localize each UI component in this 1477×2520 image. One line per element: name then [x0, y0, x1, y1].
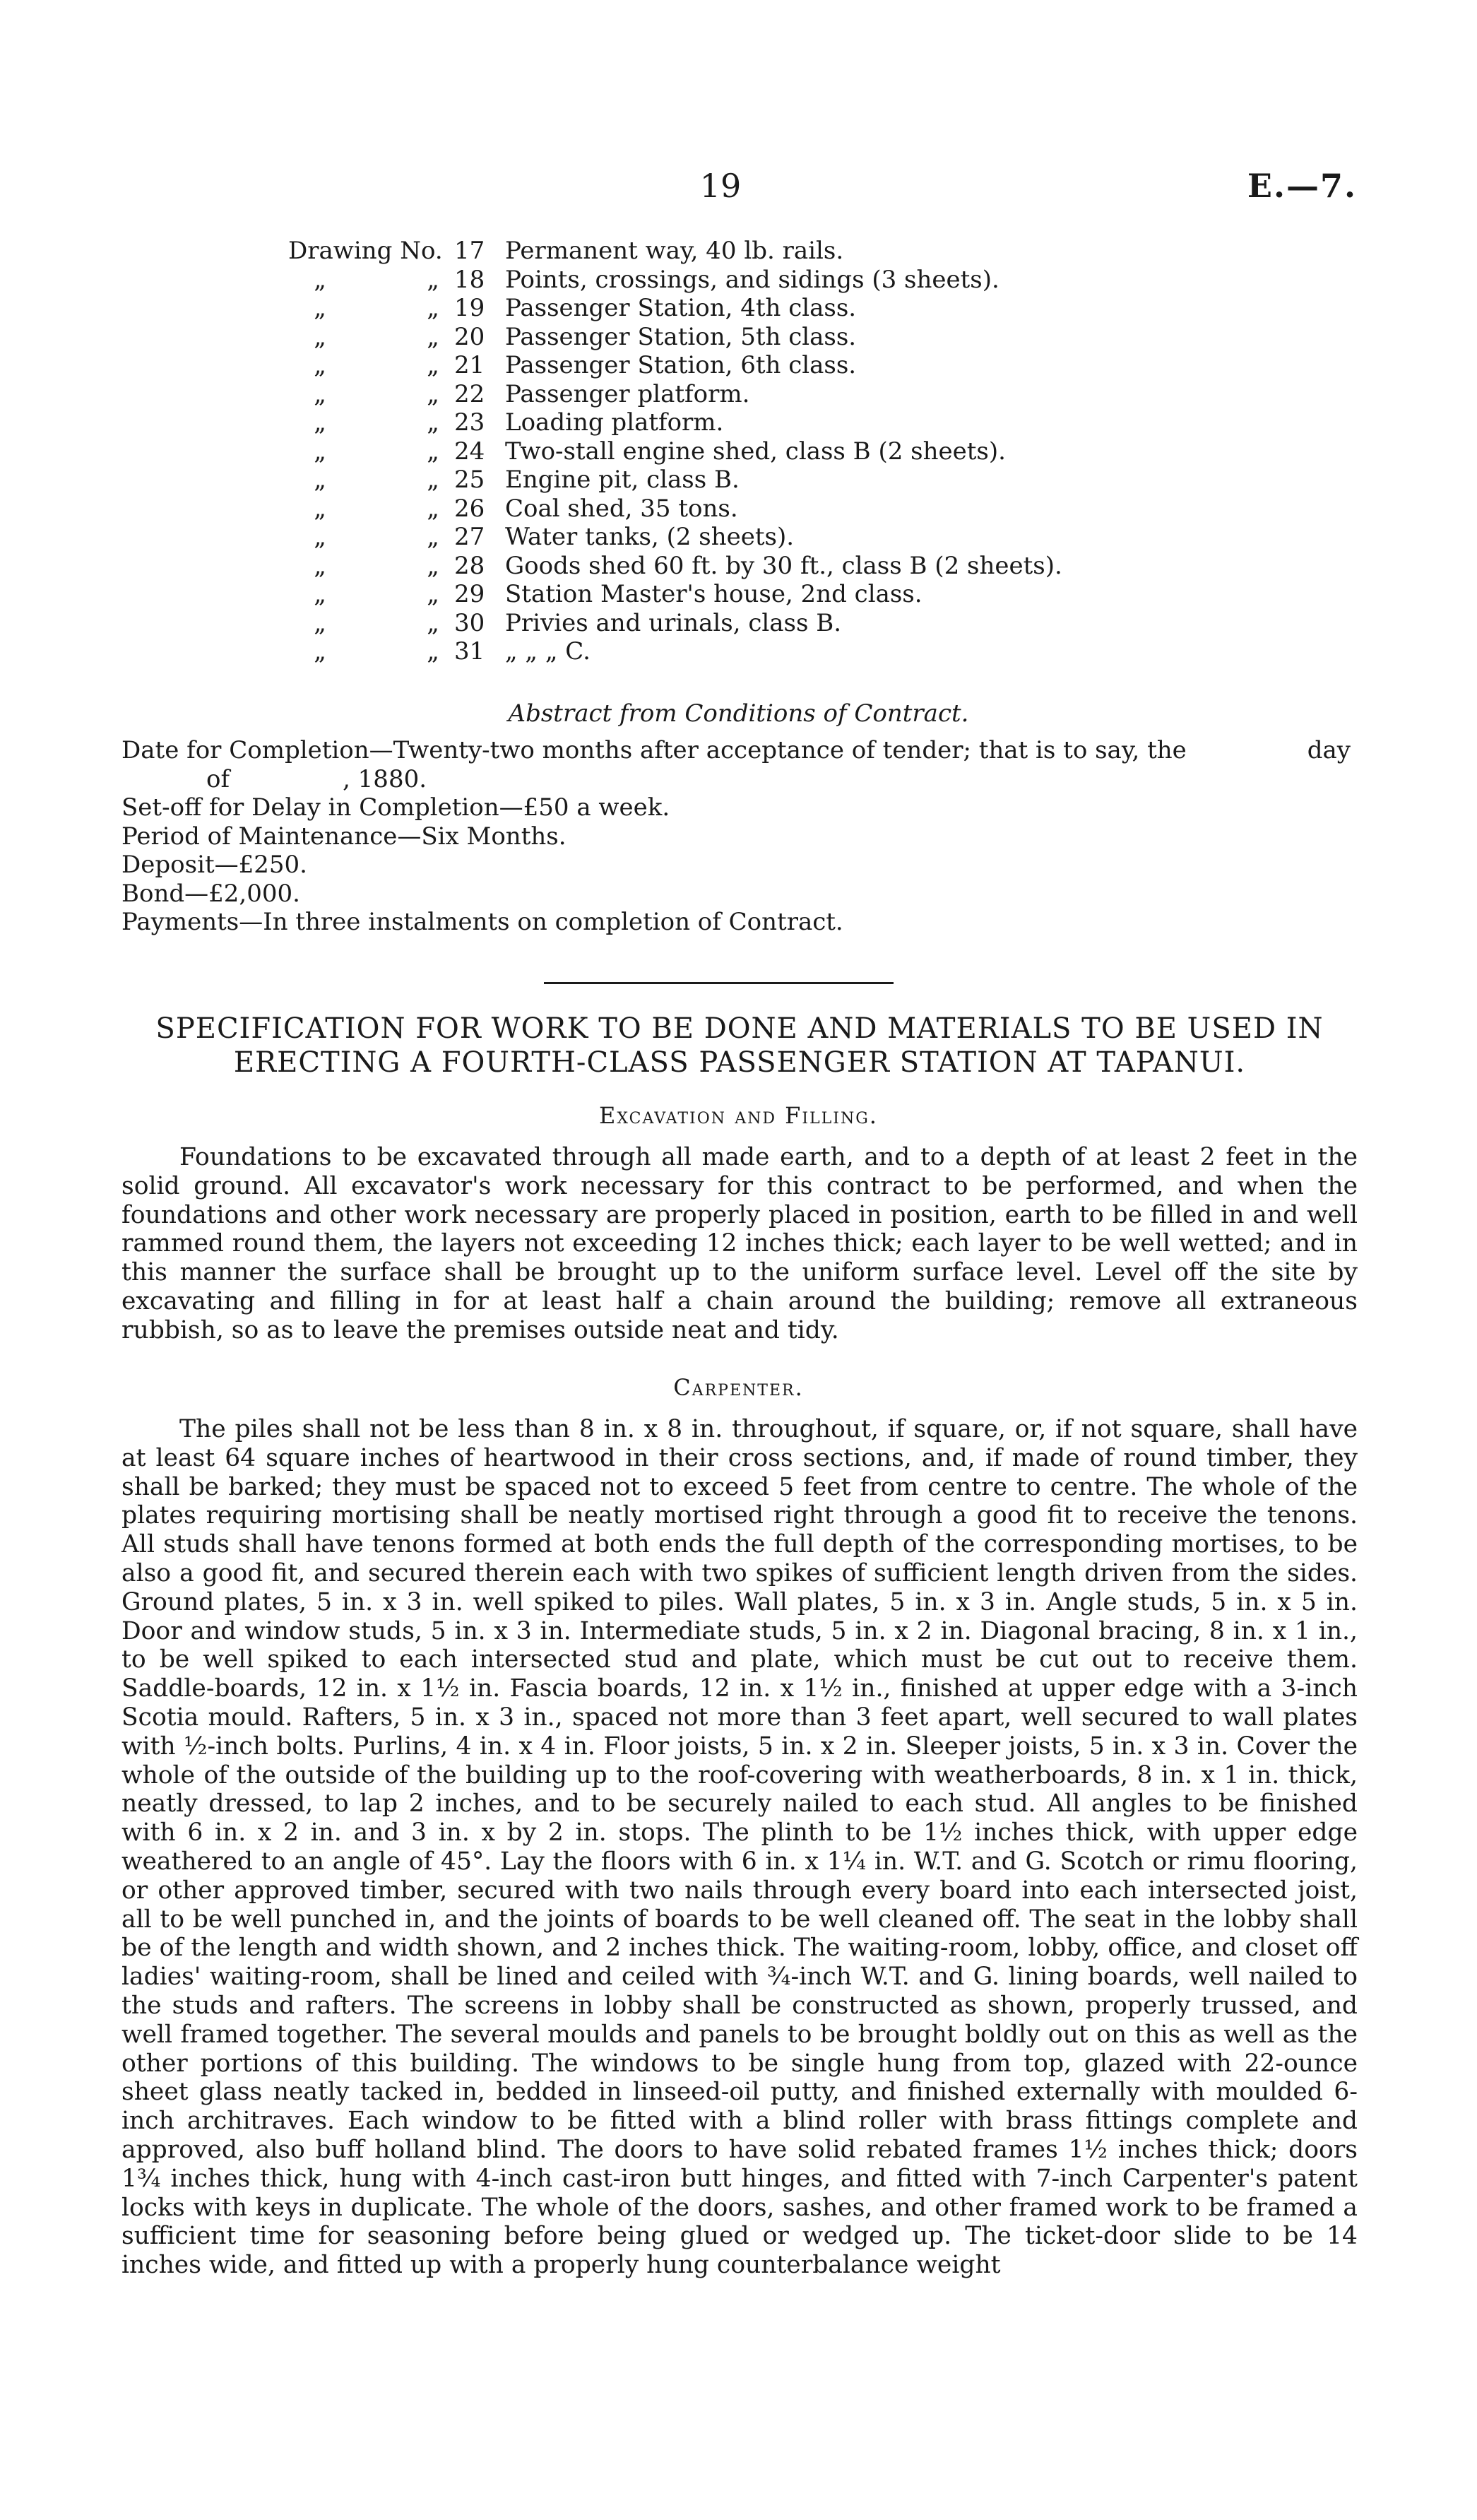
setoff-clause: Set-off for Delay in Completion—£50 a week.	[121, 793, 670, 822]
drawing-row	[288, 580, 1206, 609]
drawing-description: „ „ „ C.	[505, 637, 591, 666]
drawing-number: 19	[454, 294, 485, 322]
drawing-row	[288, 466, 1206, 495]
drawing-row	[288, 351, 1206, 380]
ditto-mark: „	[314, 551, 326, 580]
abstract-title: Abstract from Conditions of Contract.	[508, 699, 969, 728]
drawing-description: Points, crossings, and sidings (3 sheets).	[505, 265, 1000, 294]
drawings-list	[288, 237, 1206, 666]
drawing-number: 21	[454, 351, 485, 379]
drawing-description: Passenger Station, 6th class.	[505, 351, 857, 379]
drawing-row	[288, 437, 1206, 466]
maintenance-clause: Period of Maintenance—Six Months.	[121, 822, 567, 851]
drawing-number: 24	[454, 437, 485, 466]
drawing-description: Passenger Station, 5th class.	[505, 322, 857, 351]
ditto-mark: „	[427, 580, 439, 608]
drawing-row	[288, 637, 1206, 666]
drawing-description: Passenger platform.	[505, 379, 750, 408]
drawing-description: Privies and urinals, class B.	[505, 608, 842, 637]
ditto-mark: „	[427, 294, 439, 322]
document-reference: E.—7.	[1247, 167, 1357, 205]
ditto-mark: „	[427, 437, 439, 466]
drawing-description: Permanent way, 40 lb. rails.	[505, 237, 844, 265]
drawing-description: Loading platform.	[505, 408, 724, 437]
specification-title-line-2: ERECTING A FOURTH-CLASS PASSENGER STATION AT TAPANUI.	[233, 1046, 1246, 1079]
drawing-description: Engine pit, class B.	[505, 466, 740, 494]
page-number: 19	[699, 167, 742, 205]
carpenter-heading: Carpenter.	[673, 1374, 804, 1401]
drawing-number: 27	[454, 523, 485, 551]
ditto-mark: „	[427, 551, 439, 580]
ditto-mark: „	[314, 351, 326, 379]
drawing-number: 17	[454, 237, 485, 265]
drawing-number: 31	[454, 637, 485, 666]
drawing-description: Coal shed, 35 tons.	[505, 494, 738, 523]
ditto-mark: „	[314, 437, 326, 466]
completion-day-word: day	[1307, 736, 1351, 764]
drawing-number: 26	[454, 494, 485, 523]
drawing-row	[288, 408, 1206, 437]
drawing-number: 28	[454, 551, 485, 580]
ditto-mark: „	[314, 379, 326, 408]
completion-of: of	[206, 764, 230, 793]
ditto-mark: „	[314, 265, 326, 294]
ditto-mark: „	[427, 265, 439, 294]
abstract-conditions	[121, 736, 1358, 937]
ditto-mark: „	[314, 523, 326, 551]
ditto-mark: „	[314, 494, 326, 523]
drawing-number: 30	[454, 608, 485, 637]
ditto-mark: „	[427, 466, 439, 494]
drawing-row	[288, 323, 1206, 352]
completion-year: , 1880.	[343, 764, 427, 793]
payments-clause: Payments—In three instalments on completion of Contract.	[121, 908, 843, 936]
bond-clause: Bond—£2,000.	[121, 879, 300, 908]
ditto-mark: „	[314, 580, 326, 608]
drawing-row	[288, 266, 1206, 295]
drawing-description: Goods shed 60 ft. by 30 ft., class B (2 sheets).	[505, 551, 1062, 580]
drawing-description: Station Master's house, 2nd class.	[505, 580, 923, 608]
specification-title	[121, 1012, 1358, 1079]
drawing-row	[288, 609, 1206, 638]
ditto-mark: „	[427, 523, 439, 551]
ditto-mark: „	[314, 294, 326, 322]
ditto-mark: „	[427, 494, 439, 523]
ditto-mark: „	[314, 408, 326, 437]
ditto-mark: „	[314, 322, 326, 351]
drawing-row	[288, 294, 1206, 323]
ditto-mark: „	[427, 379, 439, 408]
drawing-label: Drawing No.	[288, 237, 443, 265]
ditto-mark: „	[314, 608, 326, 637]
drawing-description: Two-stall engine shed, class B (2 sheets).	[505, 437, 1006, 466]
ditto-mark: „	[427, 322, 439, 351]
drawing-row	[288, 495, 1206, 523]
carpenter-paragraph: The piles shall not be less than 8 in. x 8 in. throughout, if square, or, if not square, shall have at least 64 square inches of heartwood in their cross sections, and, if made of round timber, they shall be barked; they must be spaced not to exceed 5 feet from centre to centre. The whole of the plates requiring mortising shall be neatly mortised right through a good fit to receive the tenons. All studs shall have tenons formed at both ends the full depth of the corresponding mortises, to be also a good fit, and secured therein each with two spikes of sufficient length driven from the sides. Ground plates, 5 in. x 3 in. well spiked to piles. Wall plates, 5 in. x 3 in. Angle studs, 5 in. x 5 in. Door and window studs, 5 in. x 3 in. Intermediate studs, 5 in. x 2 in. Diagonal bracing, 8 in. x 1 in., to be well spiked to each intersected stud and plate, which must be cut out to receive them. Saddle-boards, 12 in. x 1½ in. Fascia boards, 12 in. x 1½ in., finished at upper edge with a 3-inch Scotia mould. Rafters, 5 in. x 3 in., spaced not more than 3 feet apart, well secured to wall plates with ½-inch bolts. Purlins, 4 in. x 4 in. Floor joists, 5 in. x 2 in. Sleeper joists, 5 in. x 3 in. Cover the whole of the outside of the building up to the roof-covering with weatherboards, 8 in. x 1 in. thick, neatly dressed, to lap 2 inches, and to be securely nailed to each stud. All angles to be finished with 6 in. x 2 in. and 3 in. x by 2 in. stops. The plinth to be 1½ inches thick, with upper edge weathered to an angle of 45°. Lay the floors with 6 in. x 1¼ in. W.T. and G. Scotch or rimu flooring, or other approved timber, secured with two nails through every board into each intersected joist, all to be well punched in, and the joints of boards to be well cleaned off. The seat in the lobby shall be of the length and width shown, and 2 inches thick. The waiting-room, lobby, office, and closet off ladies' waiting-room, shall be lined and ceiled with ¾-inch W.T. and G. lining boards, well nailed to the studs and rafters. The screens in lobby shall be constructed as shown, properly trussed, and well framed together. The several moulds and panels to be brought boldly out on this as well as the other portions of this building. The windows to be single hung from top, glazed with 22-ounce sheet glass neatly tacked in, bedded in linseed-oil putty, and finished externally with moulded 6-inch architraves. Each window to be fitted with a blind roller with brass fittings complete and approved, also buff holland blind. The doors to have solid rebated frames 1½ inches thick; doors 1¾ inches thick, hung with 4-inch cast-iron butt hinges, and fitted with 7-inch Carpenter's patent locks with keys in duplicate. The whole of the doors, sashes, and other framed work to be framed a sufficient time for seasoning before being glued or wedged up. The ticket-door slide to be 14 inches wide, and fitted up with a properly hung counterbalance weight	[121, 1415, 1358, 2280]
ditto-mark: „	[427, 408, 439, 437]
excavation-paragraph: Foundations to be excavated through all made earth, and to a depth of at least 2 feet in the solid ground. All excavator's work necessary for this contract to be performed, and when the foundations and other work necessary are properly placed in position, earth to be filled in and well rammed round them, the layers not exceeding 12 inches thick; each layer to be well wetted; and in this manner the surface shall be brought up to the uniform surface level. Level off the site by excavating and filling in for at least half a chain around the building; remove all extraneous rubbish, so as to leave the premises outside neat and tidy.	[121, 1143, 1358, 1344]
drawing-row	[288, 237, 1206, 266]
drawing-description: Water tanks, (2 sheets).	[505, 523, 795, 551]
drawing-number: 18	[454, 265, 485, 294]
drawing-description: Passenger Station, 4th class.	[505, 294, 857, 322]
drawing-number: 22	[454, 379, 485, 408]
ditto-mark: „	[314, 637, 326, 666]
ditto-mark: „	[427, 608, 439, 637]
ditto-mark: „	[427, 351, 439, 379]
ditto-mark: „	[314, 466, 326, 494]
drawing-row	[288, 380, 1206, 409]
section-divider	[544, 982, 894, 984]
excavation-heading: Excavation and Filling.	[599, 1102, 878, 1129]
drawing-number: 29	[454, 580, 485, 608]
drawing-number: 23	[454, 408, 485, 437]
completion-clause: Date for Completion—Twenty-two months after acceptance of tender; that is to say, the	[121, 736, 1187, 764]
drawing-row	[288, 552, 1206, 581]
drawing-number: 25	[454, 466, 485, 494]
drawing-number: 20	[454, 322, 485, 351]
drawing-row	[288, 523, 1206, 552]
specification-title-line-1: SPECIFICATION FOR WORK TO BE DONE AND MATERIALS TO BE USED IN	[155, 1012, 1324, 1045]
ditto-mark: „	[427, 637, 439, 666]
deposit-clause: Deposit—£250.	[121, 851, 307, 879]
